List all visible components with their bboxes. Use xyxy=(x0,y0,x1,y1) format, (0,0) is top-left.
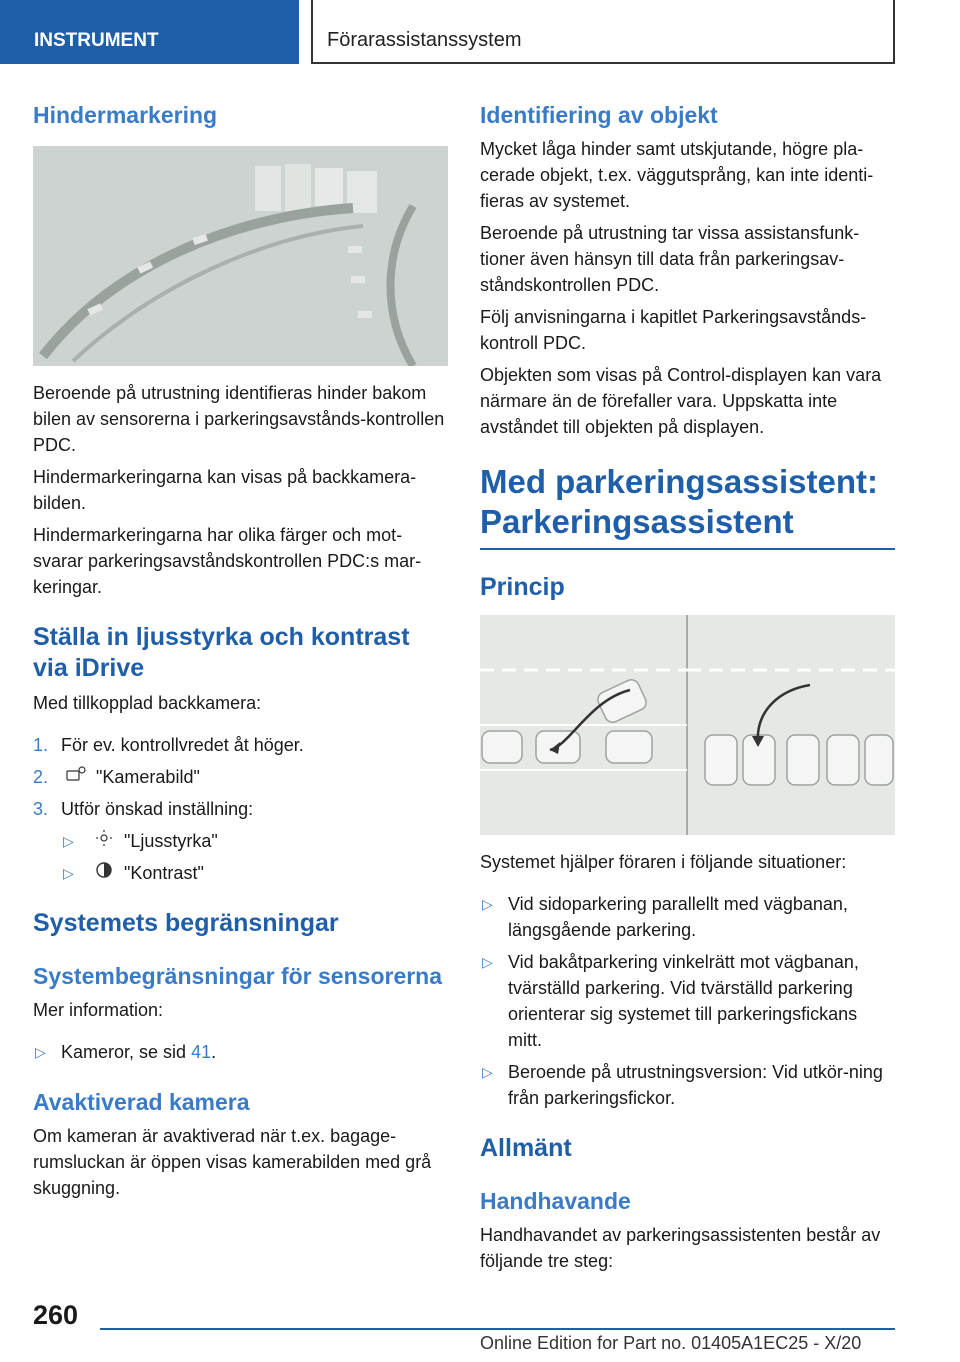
list-item xyxy=(480,1059,895,1111)
right-column xyxy=(480,100,895,1274)
reference-text: Kameror, se sid xyxy=(61,1042,192,1062)
list-item xyxy=(33,1039,448,1065)
step-text: "Kamerabild" xyxy=(96,767,200,787)
paragraph: Objekten som visas på Control-displayen kan vara närmare än de förefaller vara. Uppskatta inte avståndet till objekten på displayen. xyxy=(480,365,882,437)
triangle-bullet-icon: ▷ xyxy=(482,1064,493,1080)
steps-list xyxy=(33,732,448,822)
list-item xyxy=(480,891,895,943)
page-number: 260 xyxy=(33,1300,79,1330)
bullet-text: Vid sidoparkering parallellt med vägbanan, längsgående parkering. xyxy=(508,894,848,940)
heading-begransningar: Systemets begränsningar xyxy=(33,909,339,937)
paragraph: Systemet hjälper föraren i följande situationer: xyxy=(480,852,847,872)
situations-list xyxy=(480,891,895,1111)
paragraph: Hindermarkeringarna har olika färger och mot-svarar parkeringsavståndskontrollen PDC:s mar-keringar. xyxy=(33,525,422,597)
bullet-text: Vid bakåtparkering vinkelrätt mot vägbanan, tvärställd parkering. Vid tvärställd parkering orienterar sig systemet till parkeringsfickans mitt. xyxy=(508,952,859,1050)
heading-avaktiverad: Avaktiverad kamera xyxy=(33,1089,250,1115)
step-text: Utför önskad inställning: xyxy=(61,799,254,819)
substeps-list xyxy=(33,828,448,886)
heading-ljusstyrka: Ställa in ljusstyrka och kontrast via iDrive xyxy=(33,623,410,682)
step-number: 1. xyxy=(33,735,49,755)
paragraph: Hindermarkeringarna kan visas på backkamera-bilden. xyxy=(33,467,417,513)
section-heading-wrap xyxy=(480,462,895,550)
heading-handhavande: Handhavande xyxy=(480,1188,631,1214)
paragraph: Handhavandet av parkeringsassistenten består av följande tre steg: xyxy=(480,1225,881,1271)
bullet-text: Beroende på utrustningsversion: Vid utkör-ning från parkeringsfickor. xyxy=(508,1062,883,1108)
paragraph: Mycket låga hinder samt utskjutande, högre pla-cerade objekt, t.ex. väggutsprång, kan inte identi-fieras av systemet. xyxy=(480,139,874,211)
section-title: Förarassistanssystem xyxy=(327,29,522,51)
heading-hindermarkering: Hindermarkering xyxy=(33,102,218,128)
paragraph: Med tillkopplad backkamera: xyxy=(33,693,262,713)
step-text: För ev. kontrollvredet åt höger. xyxy=(61,735,304,755)
list-item xyxy=(33,732,448,758)
rear-camera-obstacle-image xyxy=(33,146,448,366)
heading-identifiering: Identifiering av objekt xyxy=(480,102,718,128)
heading-allmant: Allmänt xyxy=(480,1134,572,1162)
edition-text: Online Edition for Part no. 01405A1EC25 - X/20 xyxy=(480,1333,862,1353)
triangle-bullet-icon: ▷ xyxy=(482,954,493,970)
paragraph: Om kameran är avaktiverad när t.ex. bagage-rumsluckan är öppen visas kamerabilden med grå skuggning. xyxy=(33,1126,432,1198)
triangle-bullet-icon: ▷ xyxy=(63,833,74,849)
list-item xyxy=(33,764,448,790)
brightness-icon xyxy=(89,828,119,854)
left-column xyxy=(33,100,448,1201)
step-number: 2. xyxy=(33,767,49,787)
substep-text: "Ljusstyrka" xyxy=(124,831,218,851)
substep-text: "Kontrast" xyxy=(124,863,204,883)
chapter-tab[interactable] xyxy=(0,0,299,64)
reference-list xyxy=(33,1039,448,1065)
contrast-icon xyxy=(89,860,119,886)
list-item xyxy=(33,796,448,822)
chapter-label: INSTRUMENT xyxy=(34,30,159,51)
parking-assistant-image xyxy=(480,615,895,835)
paragraph: Mer information: xyxy=(33,1000,164,1020)
footer-divider xyxy=(100,1328,895,1330)
list-item xyxy=(480,949,895,1053)
camera-icon xyxy=(61,764,91,790)
list-item xyxy=(61,860,448,886)
heading-parkeringsassistent: Med parkeringsassistent: Parkeringsassistent xyxy=(480,463,878,540)
page-link[interactable]: 41 xyxy=(191,1042,212,1062)
step-number: 3. xyxy=(33,799,49,819)
list-item xyxy=(61,828,448,854)
paragraph: Beroende på utrustning identifieras hinder bakom bilen av sensorerna i parkeringsavstånds-kontrollen PDC. xyxy=(33,383,445,455)
triangle-bullet-icon: ▷ xyxy=(63,865,74,881)
triangle-bullet-icon: ▷ xyxy=(35,1044,46,1060)
triangle-bullet-icon: ▷ xyxy=(482,896,493,912)
section-header xyxy=(311,0,895,64)
reference-end: . xyxy=(211,1042,217,1062)
heading-sensorer: Systembegränsningar för sensorerna xyxy=(33,963,443,989)
paragraph: Beroende på utrustning tar vissa assistansfunk-tioner även hänsyn till data från parkeringsav-ståndskontrollen PDC. xyxy=(480,223,860,295)
heading-princip: Princip xyxy=(480,573,565,601)
paragraph: Följ anvisningarna i kapitlet Parkeringsavstånds-kontroll PDC. xyxy=(480,307,867,353)
